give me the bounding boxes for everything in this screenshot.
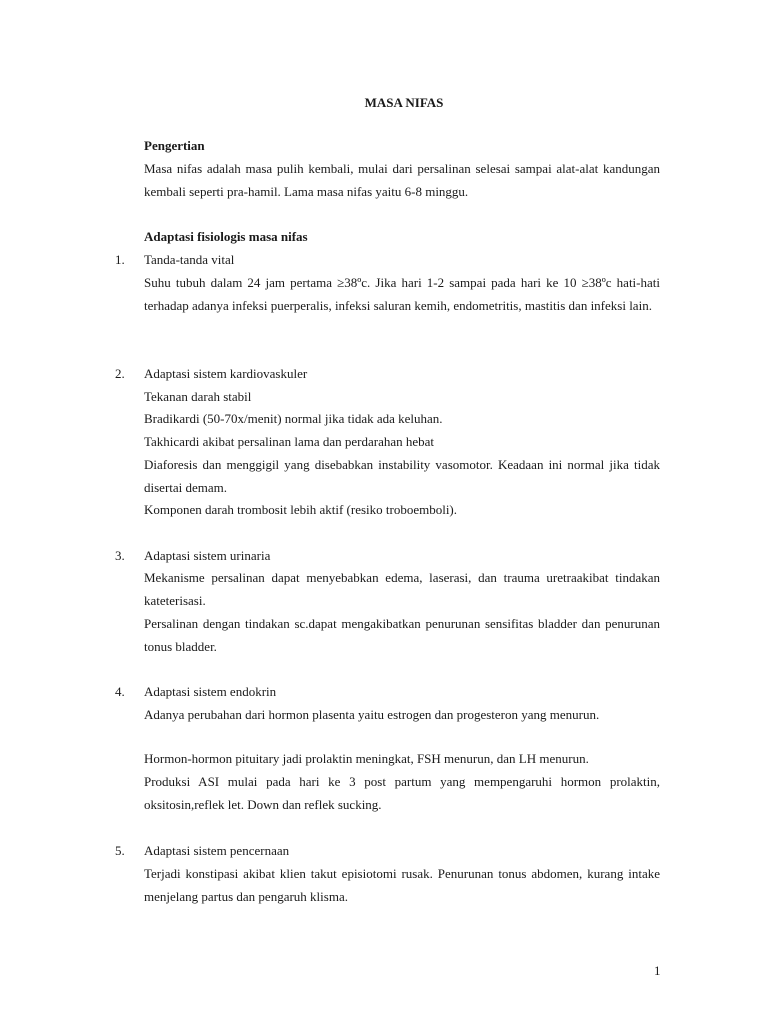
list-item-paragraph: Adanya perubahan dari hormon plasenta yaitu estrogen dan progesteron yang menurun. [144, 707, 600, 722]
list-item-paragraph: Produksi ASI mulai pada hari ke 3 post partum yang mempengaruhi hormon prolaktin, oksitosin,reflek let. Down dan reflek sucking. [144, 774, 660, 812]
pengertian-paragraph: Masa nifas adalah masa pulih kembali, mulai dari persalinan selesai sampai alat-alat kandungan kembali seperti pra-hamil. Lama masa nifas yaitu 6-8 minggu. [144, 161, 660, 199]
list-item-line: Tekanan darah stabil [144, 389, 252, 404]
list-item-line: Bradikardi (50-70x/menit) normal jika tidak ada keluhan. [144, 411, 443, 426]
list-number: 4. [115, 684, 125, 699]
section-heading-adaptasi: Adaptasi fisiologis masa nifas [144, 229, 308, 244]
list-item-title: Adaptasi sistem urinaria [144, 548, 271, 563]
list-item-title: Adaptasi sistem pencernaan [144, 843, 290, 858]
list-item-paragraph: Mekanisme persalinan dapat menyebabkan edema, laserasi, dan trauma uretraakibat tindakan kateterisasi. [144, 570, 660, 608]
list-item-paragraph: Suhu tubuh dalam 24 jam pertama ≥38ºc. Jika hari 1-2 sampai pada hari ke 10 ≥38ºc hati-hati terhadap adanya infeksi puerperalis, infeksi saluran kemih, endometritis, mastitis dan infeksi lain. [144, 275, 660, 313]
section-heading-pengertian: Pengertian [144, 138, 205, 153]
list-item-title: Adaptasi sistem kardiovaskuler [144, 366, 308, 381]
list-item-title: Adaptasi sistem endokrin [144, 684, 277, 699]
list-item-paragraph: Terjadi konstipasi akibat klien takut episiotomi rusak. Penurunan tonus abdomen, kurang intake menjelang partus dan pengaruh klisma. [144, 866, 660, 904]
list-number: 2. [115, 366, 125, 381]
list-item-line: Takhicardi akibat persalinan lama dan perdarahan hebat [144, 434, 435, 449]
list-item-title: Tanda-tanda vital [144, 252, 235, 267]
list-number: 3. [115, 548, 125, 563]
list-number: 1. [115, 252, 125, 267]
list-number: 5. [115, 843, 125, 858]
list-item-line: Hormon-hormon pituitary jadi prolaktin meningkat, FSH menurun, dan LH menurun. [144, 751, 589, 766]
list-item-line: Komponen darah trombosit lebih aktif (resiko troboemboli). [144, 502, 458, 517]
list-item-paragraph: Persalinan dengan tindakan sc.dapat mengakibatkan penurunan sensifitas bladder dan penurunan tonus bladder. [144, 616, 660, 654]
page-number: 1 [654, 963, 661, 978]
list-item-paragraph: Diaforesis dan menggigil yang disebabkan instability vasomotor. Keadaan ini normal jika tidak disertai demam. [144, 457, 660, 495]
document-title: MASA NIFAS [364, 95, 444, 110]
